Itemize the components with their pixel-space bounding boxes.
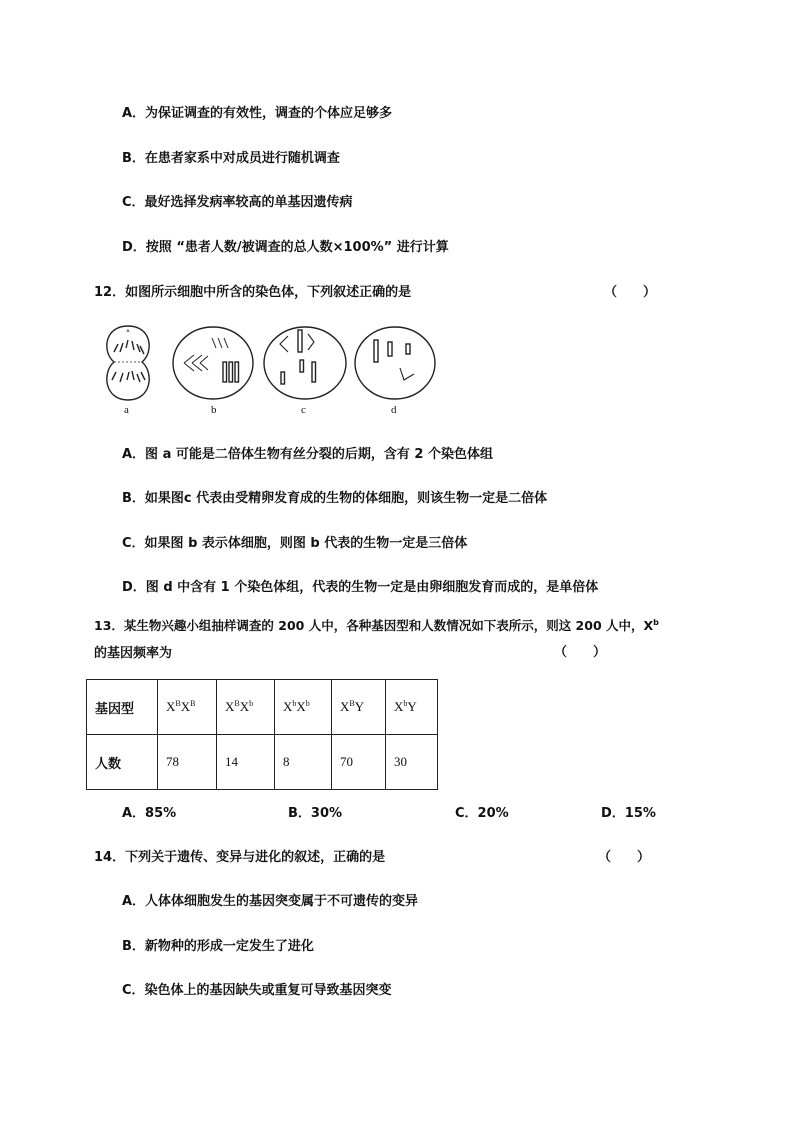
figure-label-d: d [391,404,397,416]
q11-option-c: C．最好选择发病率较高的单基因遗传病 [122,195,353,210]
q13-stem-line1: 13．某生物兴趣小组抽样调查的 200 人中，各种基因型和人数情况如下表所示，则这 200 人中，$X^b$ [94,618,659,633]
q13-option-c: C．20% [455,806,509,821]
q14-option-a: A．人体体细胞发生的基因突变属于不可遗传的变异 [122,894,419,909]
cell-a [107,326,149,400]
q11-option-a: A．为保证调查的有效性，调查的个体应足够多 [122,106,393,121]
svg-text:ᐞ: ᐞ [126,328,130,336]
table-row [87,735,438,790]
figure-label-b: b [211,404,217,416]
genotype-cell: $X^bX^b$ [275,680,332,735]
genotype-cell: $X^bY$ [386,680,438,735]
q13-option-b: B．30% [288,806,343,821]
table-row [87,680,438,735]
table-header-count: 人数 [87,735,158,790]
q11-option-b: B．在患者家系中对成员进行随机调查 [122,151,340,166]
q11-option-d: D．按照 “患者人数/被调查的总人数×100%” 进行计算 [122,240,449,255]
q13-stem-line2: 的基因频率为 [94,646,173,661]
count-cell: 8 [275,735,332,790]
count-cell: 30 [386,735,438,790]
cell-d [355,327,435,399]
figure-label-c: c [301,404,306,416]
q12-option-c: C．如果图 b 表示体细胞，则图 b 代表的生物一定是三倍体 [122,536,468,551]
genotype-table [86,679,438,790]
cell-b [173,327,253,399]
table-header-genotype: 基因型 [87,680,158,735]
q14-answer-blank: （ ） [598,850,651,865]
genotype-cell: $X^BX^b$ [217,680,275,735]
q12-answer-blank: （ ） [604,285,657,300]
q12-option-d: D．图 d 中含有 1 个染色体组，代表的生物一定是由卵细胞发育而成的，是单倍体 [122,580,599,595]
q12-stem: 12．如图所示细胞中所含的染色体，下列叙述正确的是 [94,285,412,300]
q12-option-a: A．图 a 可能是二倍体生物有丝分裂的后期，含有 2 个染色体组 [122,447,493,462]
chromosome-figure [100,322,440,422]
count-cell: 78 [158,735,217,790]
genotype-cell: $X^BX^B$ [158,680,217,735]
q13-answer-blank: （ ） [554,645,607,660]
count-cell: 14 [217,735,275,790]
figure-label-a: a [124,404,129,416]
cell-c [264,327,346,399]
q13-option-a: A．85% [122,806,177,821]
q14-stem: 14．下列关于遗传、变异与进化的叙述，正确的是 [94,850,386,865]
q13-option-d: D．15% [601,806,656,821]
genotype-cell: $X^BY$ [332,680,386,735]
count-cell: 70 [332,735,386,790]
q12-option-b: B．如果图c 代表由受精卵发育成的生物的体细胞，则该生物一定是二倍体 [122,491,548,506]
q14-option-b: B．新物种的形成一定发生了进化 [122,939,314,954]
q14-option-c: C．染色体上的基因缺失或重复可导致基因突变 [122,983,392,998]
